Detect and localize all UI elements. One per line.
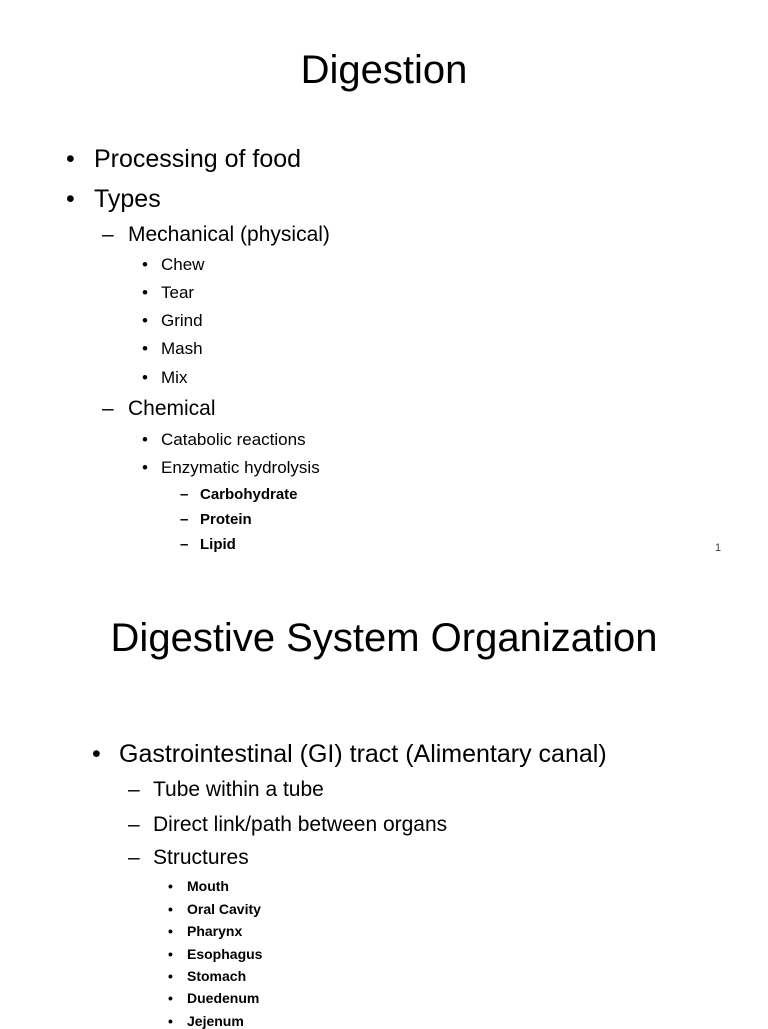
list-item-protein: [180, 511, 252, 528]
list-item-text: Carbohydrate: [200, 486, 298, 503]
bullet-processing: [66, 145, 301, 174]
subitem-mechanical: [102, 223, 330, 247]
bullet-marker: •: [168, 968, 173, 984]
page-number: 1: [715, 542, 722, 554]
list-item-jejenum: [168, 1013, 244, 1029]
subitem-text: Mechanical (physical): [128, 223, 330, 246]
bullet-marker: •: [168, 990, 173, 1006]
dash-marker: –: [128, 778, 140, 801]
list-item-text: Catabolic reactions: [161, 430, 306, 449]
bullet-marker: •: [142, 430, 148, 449]
slide-1-title: Digestion: [300, 48, 468, 92]
bullet-text: Types: [94, 185, 161, 213]
dash-marker: –: [102, 397, 114, 420]
list-item-chew: [142, 255, 204, 275]
bullet-marker: •: [168, 946, 173, 962]
bullet-marker: •: [142, 283, 148, 302]
list-item-text: Tear: [161, 283, 195, 302]
subitem-direct-link: [128, 813, 447, 837]
list-item-esophagus: [168, 946, 262, 962]
bullet-marker: •: [142, 339, 148, 358]
dash-marker: –: [128, 813, 140, 836]
list-item-text: Grind: [161, 311, 203, 330]
bullet-types: [66, 185, 161, 214]
list-item-carbohydrate: [180, 486, 298, 503]
list-item-text: Oral Cavity: [187, 901, 261, 917]
subitem-text: Structures: [153, 846, 249, 869]
bullet-marker: •: [142, 368, 148, 387]
list-item-grind: [142, 311, 203, 331]
bullet-marker: •: [142, 458, 148, 477]
list-item-lipid: [180, 536, 236, 553]
bullet-marker: •: [168, 901, 173, 917]
list-item-stomach: [168, 968, 246, 984]
list-item-text: Stomach: [187, 968, 247, 984]
bullet-marker: •: [142, 311, 148, 330]
subitem-text: Tube within a tube: [153, 778, 324, 801]
bullet-marker: •: [66, 185, 75, 213]
subitem-tube: [128, 778, 324, 802]
list-item-mash: [142, 339, 203, 359]
bullet-marker: •: [66, 145, 75, 173]
list-item-tear: [142, 283, 194, 303]
list-item-text: Mix: [161, 368, 188, 387]
subitem-structures: [128, 846, 249, 870]
bullet-text: Processing of food: [94, 145, 302, 173]
list-item-text: Jejenum: [187, 1013, 244, 1029]
list-item-pharynx: [168, 923, 242, 939]
slide-2-title: Digestive System Organization: [110, 616, 658, 660]
list-item-oral-cavity: [168, 901, 261, 917]
list-item-catabolic: [142, 430, 306, 450]
bullet-marker: •: [168, 878, 173, 894]
dash-marker: –: [180, 536, 189, 553]
subitem-text: Direct link/path between organs: [153, 813, 448, 836]
bullet-gi-tract: [92, 740, 607, 769]
list-item-text: Lipid: [200, 536, 236, 553]
list-item-text: Enzymatic hydrolysis: [161, 458, 320, 477]
list-item-mix: [142, 368, 187, 388]
list-item-mouth: [168, 878, 229, 894]
bullet-marker: •: [92, 740, 101, 768]
bullet-marker: •: [168, 923, 173, 939]
slide-2: [0, 570, 768, 1029]
bullet-text: Gastrointestinal (GI) tract (Alimentary canal): [119, 740, 607, 768]
bullet-marker: •: [168, 1013, 173, 1029]
list-item-duedenum: [168, 990, 259, 1006]
list-item-text: Protein: [200, 511, 252, 528]
bullet-marker: •: [142, 255, 148, 274]
list-item-text: Esophagus: [187, 946, 263, 962]
subitem-text: Chemical: [128, 397, 216, 420]
dash-marker: –: [102, 223, 114, 246]
dash-marker: –: [128, 846, 140, 869]
dash-marker: –: [180, 511, 189, 528]
list-item-hydrolysis: [142, 458, 320, 478]
subitem-chemical: [102, 397, 216, 421]
list-item-text: Duedenum: [187, 990, 260, 1006]
list-item-text: Mash: [161, 339, 203, 358]
list-item-text: Pharynx: [187, 923, 243, 939]
list-item-text: Chew: [161, 255, 205, 274]
dash-marker: –: [180, 486, 189, 503]
list-item-text: Mouth: [187, 878, 229, 894]
